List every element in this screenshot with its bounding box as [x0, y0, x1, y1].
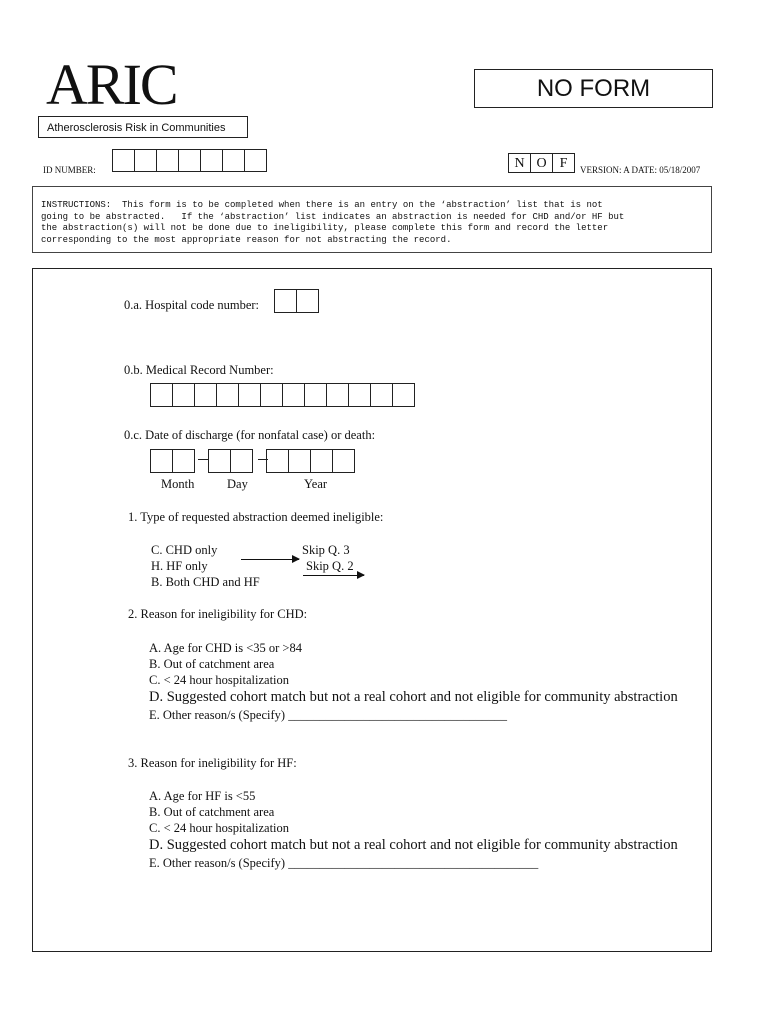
form-code-letter: F — [552, 153, 575, 173]
q1-option-c: C. CHD only — [151, 543, 218, 557]
form-code — [508, 153, 574, 173]
q3-label: 3. Reason for ineligibility for HF: — [128, 756, 297, 770]
month-box[interactable] — [172, 449, 195, 473]
arrow-right-icon — [303, 575, 364, 576]
day-box[interactable] — [208, 449, 231, 473]
q1-skip-h: Skip Q. 2 — [306, 559, 354, 573]
id-digit-box[interactable] — [156, 149, 179, 172]
id-digit-box[interactable] — [200, 149, 223, 172]
medical-record-box[interactable] — [216, 383, 239, 407]
date-separator — [198, 459, 208, 460]
q2-option-b: B. Out of catchment area — [149, 657, 275, 671]
q2-option-d: D. Suggested cohort match but not a real cohort and not eligible for community abstraction — [149, 689, 678, 705]
form-code-letter: N — [508, 153, 531, 173]
medical-record-box[interactable] — [348, 383, 371, 407]
medical-record-box[interactable] — [370, 383, 393, 407]
q1-skip-c: Skip Q. 3 — [302, 543, 350, 557]
medical-record-box[interactable] — [304, 383, 327, 407]
q2-label: 2. Reason for ineligibility for CHD: — [128, 607, 308, 621]
q3-option-b: B. Out of catchment area — [149, 805, 275, 819]
instructions-box: INSTRUCTIONS: This form is to be completed when there is an entry on the ‘abstraction’ list that is not going to be abstracted. If the ‘abstraction’ list indicates an abstraction is needed for CHD and/or HF but the abstraction(s) will not be done due to ineligibility, please complete this form and record the letter corresponding to the most appropriate reason for not abstracting the record. — [32, 186, 712, 253]
medical-record-label: 0.b. Medical Record Number: — [124, 363, 274, 377]
discharge-date-field[interactable] — [150, 449, 354, 473]
q1-label: 1. Type of requested abstraction deemed ineligible: — [128, 510, 384, 524]
medical-record-box[interactable] — [392, 383, 415, 407]
id-digit-box[interactable] — [222, 149, 245, 172]
q3-option-a: A. Age for HF is <55 — [149, 789, 256, 803]
q3-option-c: C. < 24 hour hospitalization — [149, 821, 290, 835]
day-box[interactable] — [230, 449, 253, 473]
arrow-right-icon — [241, 559, 299, 560]
q1-option-h: H. HF only — [151, 559, 208, 573]
year-label: Year — [304, 477, 328, 491]
study-subtitle: Atherosclerosis Risk in Communities — [38, 116, 248, 138]
medical-record-box[interactable] — [238, 383, 261, 407]
id-digit-box[interactable] — [244, 149, 267, 172]
q2-option-a: A. Age for CHD is <35 or >84 — [149, 641, 302, 655]
medical-record-box[interactable] — [194, 383, 217, 407]
q1-option-b: B. Both CHD and HF — [151, 575, 260, 589]
hospital-code-field[interactable] — [274, 289, 318, 313]
hospital-code-label: 0.a. Hospital code number: — [124, 298, 260, 312]
year-box[interactable] — [310, 449, 333, 473]
medical-record-field[interactable] — [150, 383, 414, 407]
id-digit-box[interactable] — [178, 149, 201, 172]
day-label: Day — [227, 477, 248, 491]
month-box[interactable] — [150, 449, 173, 473]
medical-record-box[interactable] — [260, 383, 283, 407]
date-separator — [258, 459, 268, 460]
medical-record-box[interactable] — [282, 383, 305, 407]
year-box[interactable] — [266, 449, 289, 473]
hospital-code-box[interactable] — [274, 289, 297, 313]
q3-option-d: D. Suggested cohort match but not a real cohort and not eligible for community abstraction — [149, 837, 678, 853]
medical-record-box[interactable] — [150, 383, 173, 407]
id-number-label: ID NUMBER: — [43, 165, 96, 175]
version-date: VERSION: A DATE: 05/18/2007 — [580, 165, 701, 175]
discharge-date-label: 0.c. Date of discharge (for nonfatal case) or death: — [124, 428, 376, 442]
year-box[interactable] — [288, 449, 311, 473]
medical-record-box[interactable] — [326, 383, 349, 407]
q2-option-c: C. < 24 hour hospitalization — [149, 673, 290, 687]
month-label: Month — [161, 477, 195, 491]
q2-option-e: E. Other reason/s (Specify) ___________________________________ — [149, 708, 507, 722]
q3-option-e: E. Other reason/s (Specify) ________________________________________ — [149, 856, 539, 870]
medical-record-box[interactable] — [172, 383, 195, 407]
id-digit-box[interactable] — [134, 149, 157, 172]
aric-logo: ARIC — [46, 52, 177, 117]
id-number-field[interactable] — [112, 149, 266, 172]
id-digit-box[interactable] — [112, 149, 135, 172]
year-box[interactable] — [332, 449, 355, 473]
form-code-letter: O — [530, 153, 553, 173]
form-title: NO FORM — [474, 69, 713, 108]
hospital-code-box[interactable] — [296, 289, 319, 313]
